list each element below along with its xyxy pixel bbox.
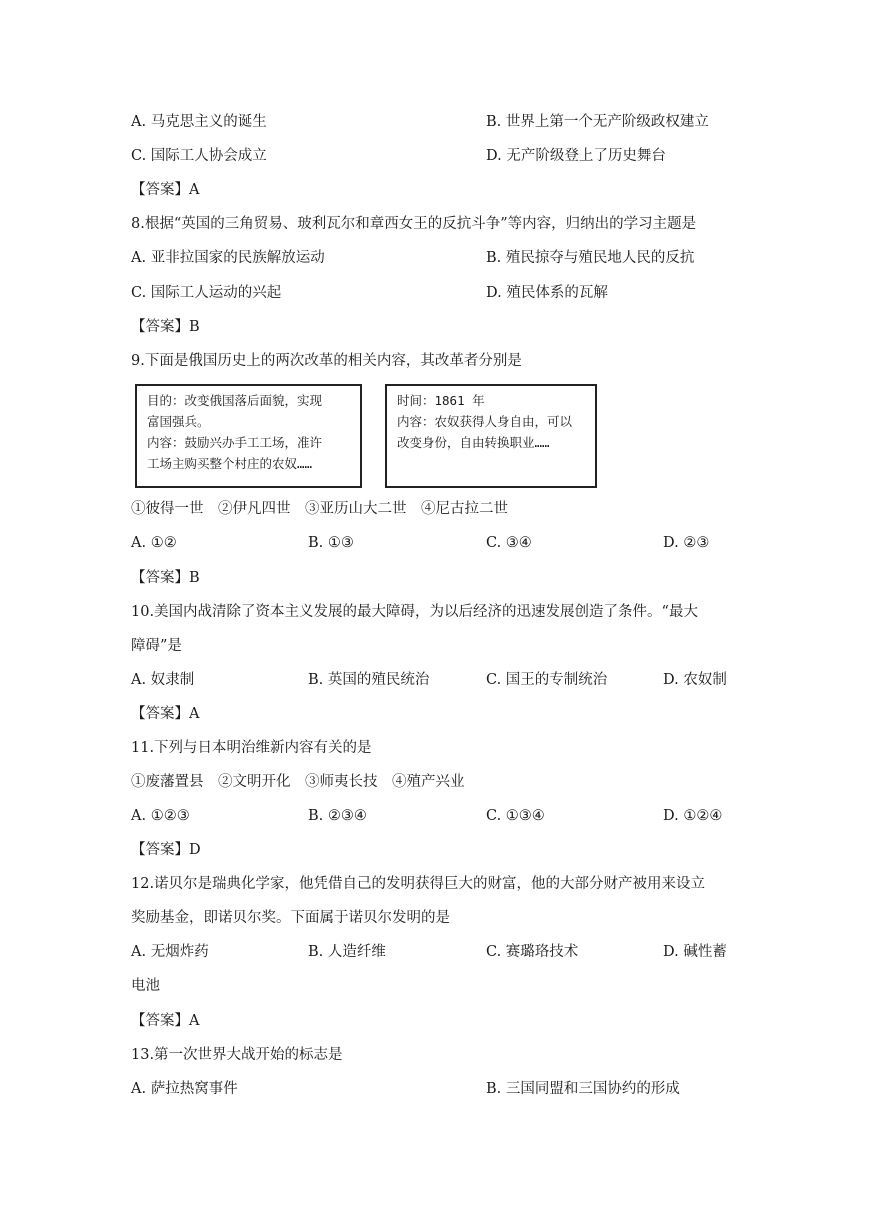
q7-answer: 【答案】A: [131, 182, 200, 198]
q10-stem-line-2: 障碍”是: [131, 638, 182, 654]
q9-option-a: A. ①②: [131, 535, 177, 551]
q8-option-b: B. 殖民掠夺与殖民地人民的反抗: [486, 250, 695, 266]
q11-answer: 【答案】D: [131, 842, 201, 858]
q13-option-a: A. 萨拉热窝事件: [131, 1081, 238, 1097]
q10-option-a: A. 奴隶制: [131, 672, 195, 688]
q7-option-d: D. 无产阶级登上了历史舞台: [486, 148, 666, 164]
q9-box2-line: 内容：农奴获得人身自由，可以: [397, 414, 573, 429]
q12-stem-line-1: 12.诺贝尔是瑞典化学家，他凭借自己的发明获得巨大的财富，他的大部分财产被用来设立: [131, 876, 706, 892]
q9-answer: 【答案】B: [131, 570, 200, 586]
q10-stem-line-1: 10.美国内战清除了资本主义发展的最大障碍，为以后经济的迅速发展创造了条件。“最大: [131, 604, 698, 620]
q10-option-b: B. 英国的殖民统治: [308, 672, 430, 688]
q10-answer: 【答案】A: [131, 706, 200, 722]
q13-stem: 13.第一次世界大战开始的标志是: [131, 1047, 343, 1063]
q11-option-d: D. ①②④: [663, 808, 723, 824]
q9-option-b: B. ①③: [308, 535, 354, 551]
q9-option-c: C. ③④: [486, 535, 532, 551]
q8-option-a: A. 亚非拉国家的民族解放运动: [131, 250, 325, 266]
q9-box1-line: 工场主购买整个村庄的农奴……: [147, 456, 313, 471]
q8-option-d: D. 殖民体系的瓦解: [486, 285, 608, 301]
q10-option-d: D. 农奴制: [663, 672, 727, 688]
q8-stem: 8.根据“英国的三角贸易、玻利瓦尔和章西女王的反抗斗争”等内容，归纳出的学习主题是: [131, 216, 697, 232]
q11-option-b: B. ②③④: [308, 808, 367, 824]
q9-box2-line: 改变身份，自由转换职业……: [397, 435, 550, 450]
q7-option-a: A. 马克思主义的诞生: [131, 114, 267, 130]
q9-box1-line: 内容：鼓励兴办手工工场，准许: [147, 435, 323, 450]
q7-option-b: B. 世界上第一个无产阶级政权建立: [486, 114, 709, 130]
q11-stem: 11.下列与日本明治维新内容有关的是: [131, 740, 372, 756]
q12-option-b: B. 人造纤维: [308, 944, 386, 960]
q8-answer: 【答案】B: [131, 319, 200, 335]
q9-box2-line: 时间：1861 年: [397, 393, 485, 408]
q7-option-c: C. 国际工人协会成立: [131, 148, 267, 164]
q12-option-a: A. 无烟炸药: [131, 944, 209, 960]
q12-answer: 【答案】A: [131, 1013, 200, 1029]
q12-option-d: D. 碱性蓄: [663, 944, 727, 960]
q12-stem-line-2: 奖励基金，即诺贝尔奖。下面属于诺贝尔发明的是: [131, 910, 450, 926]
q11-choices: ①废藩置县 ②文明开化 ③师夷长技 ④殖产兴业: [131, 774, 465, 790]
q13-option-b: B. 三国同盟和三国协约的形成: [486, 1081, 680, 1097]
q9-box1-line: 目的：改变俄国落后面貌，实现: [147, 393, 323, 408]
q9-reform-box-2: [385, 384, 597, 488]
q12-option-d-wrap: 电池: [131, 978, 160, 994]
q12-option-c: C. 赛璐珞技术: [486, 944, 579, 960]
q11-option-a: A. ①②③: [131, 808, 190, 824]
q9-choices: ①彼得一世 ②伊凡四世 ③亚历山大二世 ④尼古拉二世: [131, 501, 508, 517]
q11-option-c: C. ①③④: [486, 808, 545, 824]
q8-option-c: C. 国际工人运动的兴起: [131, 285, 282, 301]
q10-option-c: C. 国王的专制统治: [486, 672, 608, 688]
q9-box1-line: 富国强兵。: [147, 414, 210, 429]
q9-stem: 9.下面是俄国历史上的两次改革的相关内容，其改革者分别是: [131, 353, 522, 369]
q9-option-d: D. ②③: [663, 535, 710, 551]
q9-reform-box-1: [135, 384, 362, 488]
